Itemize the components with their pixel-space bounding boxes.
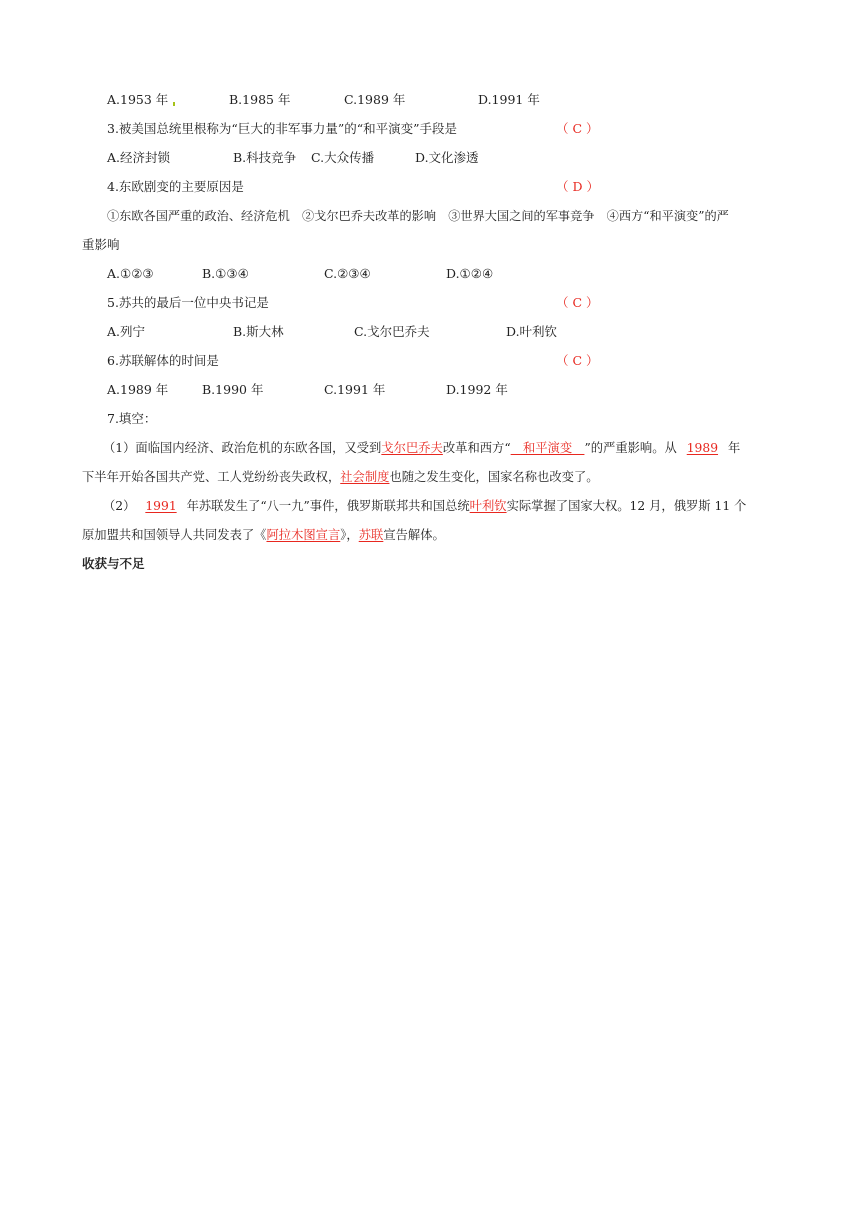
question-4-answer: （ D ） xyxy=(556,179,599,194)
fill-paragraph-1 xyxy=(103,439,740,457)
fill-answer: 1991 xyxy=(145,499,177,513)
stray-mark xyxy=(173,102,175,106)
question-6-answer: （ C ） xyxy=(556,353,599,368)
option-a: A.经济封锁 xyxy=(107,150,171,165)
question-3-stem: 3.被美国总统里根称为“巨大的非军事力量”的“和平演变”手段是 xyxy=(107,121,457,136)
question-4-items: ①东欧各国严重的政治、经济危机 ②戈尔巴乔夫改革的影响 ③世界大国之间的军事竞争 ④西方“和平演变”的严 xyxy=(107,209,729,223)
fill-answer: 叶利钦 xyxy=(469,499,507,513)
question-6-stem: 6.苏联解体的时间是 xyxy=(107,353,219,368)
text: 下半年开始各国共产党、工人党纷纷丧失政权， xyxy=(82,470,341,484)
fill-answer: 戈尔巴乔夫 xyxy=(381,441,443,455)
option-b: B.斯大林 xyxy=(233,324,284,339)
option-d: D.①②④ xyxy=(446,266,494,281)
question-5-stem: 5.苏共的最后一位中央书记是 xyxy=(107,295,269,310)
question-5-answer: （ C ） xyxy=(556,295,599,310)
question-4-stem: 4.东欧剧变的主要原因是 xyxy=(107,179,244,194)
option-c: C.1989 年 xyxy=(344,92,406,107)
option-c: C.大众传播 xyxy=(311,150,375,165)
question-4-items-cont: 重影响 xyxy=(82,237,120,252)
text: 改革和西方“ xyxy=(442,441,511,455)
fill-paragraph-2-cont xyxy=(82,526,445,544)
fill-paragraph-1-cont xyxy=(82,468,599,486)
fill-answer: 1989 xyxy=(686,441,719,455)
text: 年苏联发生了“八一九”事件，俄罗斯联邦共和国总统 xyxy=(186,499,470,513)
fill-answer: 阿拉木图宣言 xyxy=(266,528,341,542)
option-d: D.叶利钦 xyxy=(506,324,558,339)
question-7-title: 7.填空： xyxy=(107,411,157,426)
question-3-answer: （ C ） xyxy=(556,121,599,136)
fill-answer: 社会制度 xyxy=(340,470,390,484)
text: 实际掌握了国家大权。12 月，俄罗斯 11 个 xyxy=(506,499,747,513)
text: 也随之发生变化，国家名称也改变了。 xyxy=(389,470,599,484)
option-b: B.1985 年 xyxy=(229,92,291,107)
text: 原加盟共和国领导人共同发表了《 xyxy=(82,528,267,542)
option-a: A.列宁 xyxy=(107,324,146,339)
option-c: C.戈尔巴乔夫 xyxy=(354,324,430,339)
option-b: B.①③④ xyxy=(202,266,249,281)
text: ”的严重影响。从 xyxy=(584,441,677,455)
text: 》， xyxy=(340,528,359,542)
fill-answer: 和平演变 xyxy=(510,441,585,455)
section-heading: 收获与不足 xyxy=(82,556,145,571)
fill-answer: 苏联 xyxy=(358,528,384,542)
option-b: B.1990 年 xyxy=(202,382,264,397)
option-a: A.①②③ xyxy=(107,266,154,281)
option-d: D.文化渗透 xyxy=(415,150,479,165)
text: （1）面临国内经济、政治危机的东欧各国，又受到 xyxy=(103,441,382,455)
fill-paragraph-2 xyxy=(103,497,746,515)
text: 年 xyxy=(727,441,741,455)
text: （2） xyxy=(103,499,136,513)
option-d: D.1992 年 xyxy=(446,382,508,397)
option-d: D.1991 年 xyxy=(478,92,540,107)
text: 宣告解体。 xyxy=(383,528,445,542)
option-c: C.②③④ xyxy=(324,266,371,281)
option-c: C.1991 年 xyxy=(324,382,386,397)
option-a: A.1989 年 xyxy=(107,382,169,397)
option-b: B.科技竞争 xyxy=(233,150,297,165)
option-a: A.1953 年 xyxy=(107,92,169,107)
